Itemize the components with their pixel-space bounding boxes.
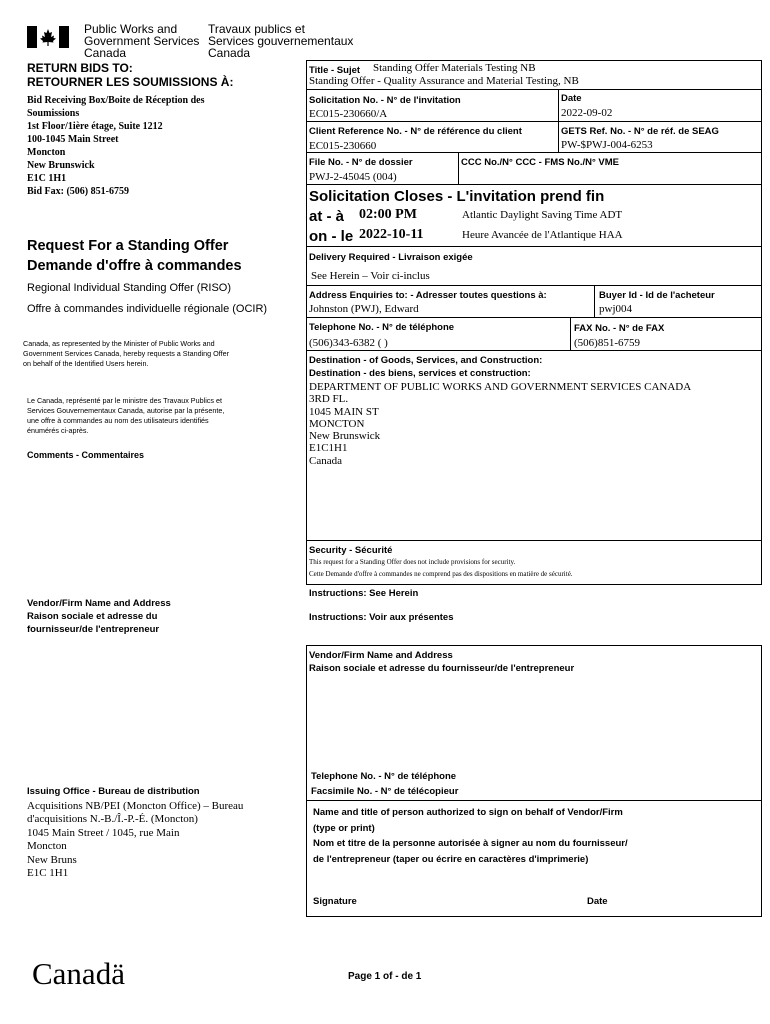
at-label: at - à	[309, 208, 345, 225]
file-no-label: File No. - N° de dossier	[309, 157, 413, 168]
canada-flag-icon	[27, 26, 69, 48]
vendor-telephone-label: Telephone No. - N° de téléphone	[311, 771, 457, 782]
buyer-id-label: Buyer Id - Id de l'acheteur	[599, 290, 715, 301]
request-paragraph-en: Canada, as represented by the Minister of Public Works and Government Services Canada, hereby requests a Standing Offer on behalf of the Identified Users herein.	[23, 339, 230, 368]
vendor-firm-input[interactable]	[309, 676, 759, 766]
issuing-office-title: Issuing Office - Bureau de distribution	[27, 786, 200, 797]
destination-label-fr: Destination - des biens, services et construction:	[309, 368, 531, 379]
comments-label: Comments - Commentaires	[27, 450, 145, 460]
title-value: Standing Offer Materials Testing NB	[373, 62, 536, 74]
offer-type-en: Regional Individual Standing Offer (RISO)	[27, 282, 232, 294]
closing-time-value: 02:00 PM	[359, 207, 417, 222]
security-text-fr: Cette Demande d'offre à commandes ne comprend pas des dispositions en matière de sécurité.	[309, 570, 573, 578]
file-no-value: PWJ-2-45045 (004)	[309, 171, 397, 183]
vendor-firm-label-left: Vendor/Firm Name and Address Raison sociale et adresse du fournisseur/de l'entrepreneur	[27, 598, 171, 635]
security-label: Security - Sécurité	[309, 545, 393, 556]
request-paragraph-fr: Le Canada, représenté par le ministre des Travaux Publics et Services Gouvernementaux Canada, autorise par la présente, une offre à commandes au nom des utilisateurs identifiés énumérés ci-après.	[27, 396, 225, 435]
vendor-firm-label-fr: Raison sociale et adresse du fournisseur/de l'entrepreneur	[309, 663, 575, 674]
gets-ref-value: PW-$PWJ-004-6253	[561, 139, 653, 151]
department-name-en: Public Works and Government Services Canada	[84, 22, 200, 60]
vendor-firm-label: Vendor/Firm Name and Address	[309, 650, 453, 661]
delivery-label: Delivery Required - Livraison exigée	[309, 252, 473, 263]
request-title: Request For a Standing Offer Demande d'offre à commandes	[27, 238, 242, 274]
client-ref-value: EC015-230660	[309, 140, 377, 152]
ccc-no-label: CCC No./N° CCC - FMS No./N° VME	[461, 157, 620, 168]
offer-type-fr: Offre à commandes individuelle régionale (OCIR)	[27, 303, 268, 315]
solicitation-no-value: EC015-230660/A	[309, 108, 388, 120]
signature-date-label: Date	[587, 896, 608, 907]
return-bids-title: RETURN BIDS TO: RETOURNER LES SOUMISSIONS À:	[27, 61, 234, 89]
security-text-en: This request for a Standing Offer does not include provisions for security.	[309, 558, 516, 566]
client-ref-label: Client Reference No. - N° de référence du client	[309, 126, 522, 137]
gets-ref-label: GETS Ref. No. - N° de réf. de SEAG	[561, 126, 719, 137]
title-value-2: Standing Offer - Quality Assurance and Material Testing, NB	[309, 75, 579, 87]
vendor-fax-label: Facsimile No. - N° de télécopieur	[311, 786, 459, 797]
date-label: Date	[561, 93, 582, 104]
issuing-office-address: Acquisitions NB/PEI (Moncton Office) – Bureau d'acquisitions N.-B./Î.-P.-É. (Moncton) 1045 Main Street / 1045, rue Main Moncton New Bruns E1C 1H1	[27, 800, 244, 880]
page-number: Page 1 of - de 1	[348, 971, 422, 982]
signature-label: Signature	[313, 896, 357, 907]
return-bids-address: Bid Receiving Box/Boite de Réception des Soumissions 1st Floor/1ière étage, Suite 1212 100-1045 Main Street Moncton New Brunswick E1C 1H1 Bid Fax: (506) 851-6759	[27, 95, 205, 197]
address-enquiries-label: Address Enquiries to: - Adresser toutes questions à:	[309, 290, 547, 301]
date-value: 2022-09-02	[561, 107, 613, 119]
solicitation-no-label: Solicitation No. - N° de l'invitation	[309, 95, 461, 106]
telephone-value: (506)343-6382 ( )	[309, 337, 388, 349]
delivery-value: See Herein – Voir ci-inclus	[311, 270, 430, 282]
title-label: Title - Sujet	[309, 65, 361, 76]
authorized-person-label: Name and title of person authorized to sign on behalf of Vendor/Firm (type or print) Nom et titre de la personne autorisée à signer au nom du fournisseur/ de l'entrepreneur (taper ou écrire en caractères d'imprimerie)	[313, 807, 628, 865]
telephone-label: Telephone No. - N° de téléphone	[309, 322, 455, 333]
destination-address: DEPARTMENT OF PUBLIC WORKS AND GOVERNMENT SERVICES CANADA 3RD FL. 1045 MAIN ST MONCTON New Brunswick E1C1H1 Canada	[309, 381, 692, 467]
instructions-fr: Instructions: Voir aux présentes	[309, 612, 454, 623]
instructions-en: Instructions: See Herein	[309, 588, 419, 599]
fax-label: FAX No. - N° de FAX	[574, 323, 665, 334]
timezone-en: Atlantic Daylight Saving Time ADT	[462, 209, 623, 221]
canada-wordmark-logo: Canadä	[32, 956, 125, 991]
solicitation-closes-title: Solicitation Closes - L'invitation prend fin	[309, 188, 605, 205]
destination-label-en: Destination - of Goods, Services, and Construction:	[309, 355, 543, 366]
department-name-fr: Travaux publics et Services gouvernementaux Canada	[208, 22, 354, 60]
buyer-id-value: pwj004	[599, 303, 632, 315]
timezone-fr: Heure Avancée de l'Atlantique HAA	[462, 229, 623, 241]
address-enquiries-value: Johnston (PWJ), Edward	[309, 303, 419, 315]
fax-value: (506)851-6759	[574, 337, 640, 349]
closing-date-value: 2022-10-11	[359, 227, 424, 242]
on-label: on - le	[309, 228, 354, 245]
